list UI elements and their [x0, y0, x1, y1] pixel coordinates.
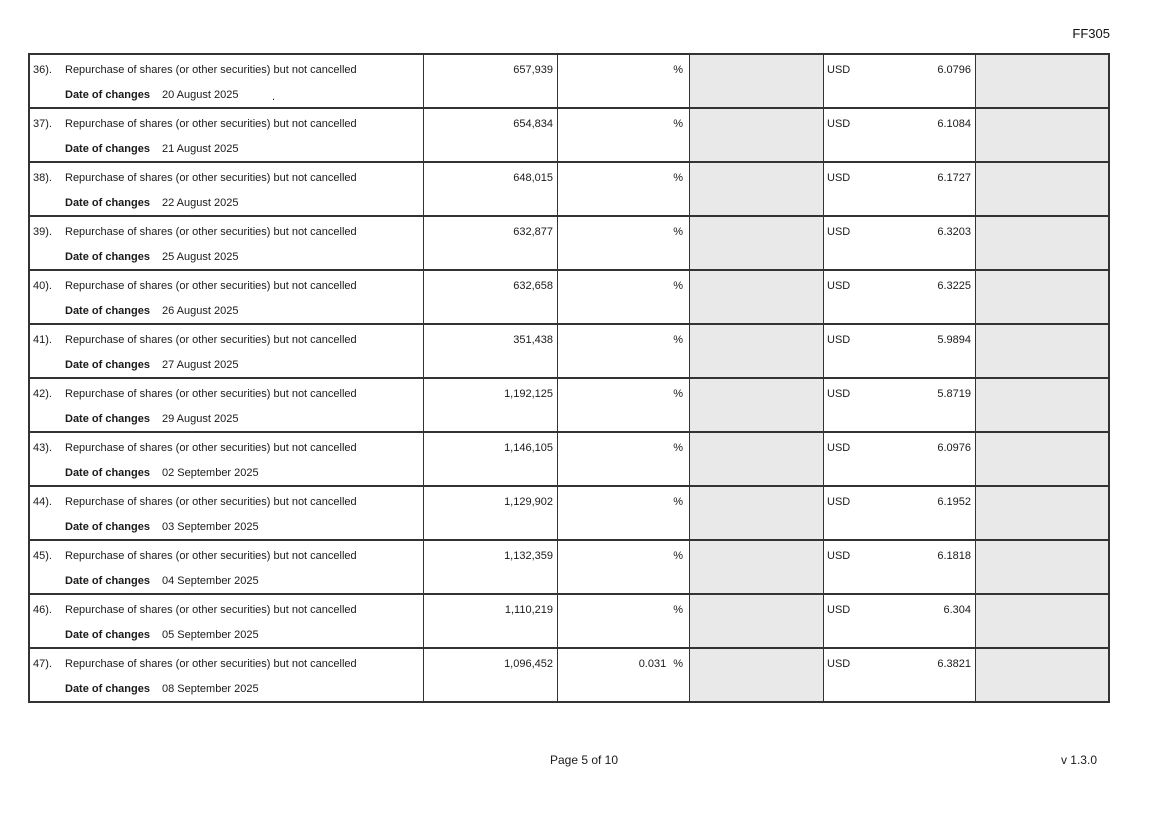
description-cell — [30, 163, 423, 215]
description-cell — [30, 55, 423, 107]
exchange-rate-value: 6.3821 — [937, 658, 971, 670]
exchange-rate-value: 5.8719 — [937, 388, 971, 400]
shares-count-value: 1,096,452 — [504, 658, 553, 670]
currency-rate-cell — [823, 487, 975, 539]
shares-count-cell — [423, 55, 557, 107]
description-cell — [30, 325, 423, 377]
currency-rate-cell — [823, 379, 975, 431]
shaded-cell — [689, 433, 823, 485]
date-of-changes-value: 27 August 2025 — [162, 359, 239, 371]
row-description: Repurchase of shares (or other securities) but not cancelled — [65, 388, 357, 400]
description-cell — [30, 217, 423, 269]
shares-count-value: 351,438 — [513, 334, 553, 346]
page-indicator: Page 5 of 10 — [549, 753, 619, 767]
row-description: Repurchase of shares (or other securities) but not cancelled — [65, 334, 357, 346]
date-of-changes-label: Date of changes — [65, 143, 150, 155]
table-row — [30, 161, 1108, 215]
shares-count-value: 654,834 — [513, 118, 553, 130]
row-description: Repurchase of shares (or other securities) but not cancelled — [65, 442, 357, 454]
row-description: Repurchase of shares (or other securities) but not cancelled — [65, 658, 357, 670]
currency-rate-cell — [823, 163, 975, 215]
row-number: 43). — [33, 442, 52, 454]
shares-count-cell — [423, 379, 557, 431]
percentage-cell — [557, 55, 689, 107]
shares-count-cell — [423, 541, 557, 593]
row-number: 46). — [33, 604, 52, 616]
exchange-rate-value: 6.304 — [943, 604, 971, 616]
percent-sign: % — [673, 226, 683, 238]
date-of-changes-value: 22 August 2025 — [162, 197, 239, 209]
row-number: 39). — [33, 226, 52, 238]
percentage-cell — [557, 217, 689, 269]
currency-label: USD — [827, 442, 851, 454]
description-cell — [30, 595, 423, 647]
shaded-cell — [975, 595, 1108, 647]
currency-label: USD — [827, 118, 851, 130]
currency-label: USD — [827, 496, 851, 508]
currency-rate-cell — [823, 595, 975, 647]
currency-label: USD — [827, 172, 851, 184]
exchange-rate-value: 6.3203 — [937, 226, 971, 238]
date-of-changes-label: Date of changes — [65, 251, 150, 263]
exchange-rate-value: 6.0976 — [937, 442, 971, 454]
version-label: v 1.3.0 — [1060, 753, 1097, 767]
shaded-cell — [689, 649, 823, 701]
date-of-changes-label: Date of changes — [65, 467, 150, 479]
date-of-changes-value: 25 August 2025 — [162, 251, 239, 263]
currency-label: USD — [827, 658, 851, 670]
form-code: FF305 — [1072, 26, 1110, 41]
description-cell — [30, 433, 423, 485]
table-row — [30, 107, 1108, 161]
table-row — [30, 647, 1108, 701]
shares-count-value: 632,877 — [513, 226, 553, 238]
row-number: 41). — [33, 334, 52, 346]
shares-count-cell — [423, 649, 557, 701]
shares-count-cell — [423, 325, 557, 377]
percent-sign: % — [673, 442, 683, 454]
row-number: 44). — [33, 496, 52, 508]
date-of-changes-value: 04 September 2025 — [162, 575, 259, 587]
shaded-cell — [689, 109, 823, 161]
shaded-cell — [689, 541, 823, 593]
percentage-cell — [557, 271, 689, 323]
currency-rate-cell — [823, 217, 975, 269]
percent-sign: % — [673, 118, 683, 130]
description-cell — [30, 649, 423, 701]
percent-sign: % — [673, 334, 683, 346]
shaded-cell — [689, 487, 823, 539]
shaded-cell — [975, 55, 1108, 107]
stray-dot: . — [272, 91, 276, 103]
date-of-changes-label: Date of changes — [65, 197, 150, 209]
table-row — [30, 55, 1108, 107]
row-number: 42). — [33, 388, 52, 400]
shares-count-value: 1,129,902 — [504, 496, 553, 508]
date-of-changes-value: 05 September 2025 — [162, 629, 259, 641]
currency-label: USD — [827, 226, 851, 238]
row-number: 38). — [33, 172, 52, 184]
date-of-changes-label: Date of changes — [65, 629, 150, 641]
row-description: Repurchase of shares (or other securities) but not cancelled — [65, 118, 357, 130]
date-of-changes-label: Date of changes — [65, 413, 150, 425]
row-description: Repurchase of shares (or other securities) but not cancelled — [65, 550, 357, 562]
exchange-rate-value: 5.9894 — [937, 334, 971, 346]
date-of-changes-value: 08 September 2025 — [162, 683, 259, 695]
currency-rate-cell — [823, 271, 975, 323]
percent-sign: % — [673, 172, 683, 184]
date-of-changes-label: Date of changes — [65, 305, 150, 317]
repurchase-table — [28, 53, 1110, 703]
row-description: Repurchase of shares (or other securities) but not cancelled — [65, 226, 357, 238]
percentage-cell — [557, 487, 689, 539]
table-row — [30, 431, 1108, 485]
percentage-cell — [557, 433, 689, 485]
percent-sign: % — [673, 604, 683, 616]
percentage-cell — [557, 595, 689, 647]
date-of-changes-label: Date of changes — [65, 521, 150, 533]
date-of-changes-label: Date of changes — [65, 575, 150, 587]
shaded-cell — [975, 487, 1108, 539]
shares-count-value: 1,110,219 — [504, 604, 553, 616]
currency-rate-cell — [823, 325, 975, 377]
exchange-rate-value: 6.1727 — [937, 172, 971, 184]
shares-count-value: 648,015 — [513, 172, 553, 184]
exchange-rate-value: 6.0796 — [937, 64, 971, 76]
table-row — [30, 323, 1108, 377]
shares-count-cell — [423, 163, 557, 215]
row-description: Repurchase of shares (or other securities) but not cancelled — [65, 172, 357, 184]
percent-sign: % — [673, 64, 683, 76]
shares-count-cell — [423, 271, 557, 323]
exchange-rate-value: 6.1952 — [937, 496, 971, 508]
shares-count-cell — [423, 433, 557, 485]
currency-rate-cell — [823, 433, 975, 485]
date-of-changes-value: 02 September 2025 — [162, 467, 259, 479]
shaded-cell — [689, 217, 823, 269]
row-number: 40). — [33, 280, 52, 292]
table-row — [30, 269, 1108, 323]
currency-rate-cell — [823, 541, 975, 593]
row-number: 37). — [33, 118, 52, 130]
row-description: Repurchase of shares (or other securities) but not cancelled — [65, 496, 357, 508]
shaded-cell — [975, 379, 1108, 431]
shares-count-cell — [423, 487, 557, 539]
shares-count-cell — [423, 109, 557, 161]
shaded-cell — [975, 541, 1108, 593]
shaded-cell — [975, 163, 1108, 215]
description-cell — [30, 271, 423, 323]
shares-count-cell — [423, 595, 557, 647]
currency-label: USD — [827, 604, 851, 616]
shares-count-value: 1,192,125 — [504, 388, 553, 400]
shaded-cell — [975, 649, 1108, 701]
currency-rate-cell — [823, 109, 975, 161]
description-cell — [30, 541, 423, 593]
currency-label: USD — [827, 334, 851, 346]
shaded-cell — [975, 109, 1108, 161]
exchange-rate-value: 6.3225 — [937, 280, 971, 292]
table-row — [30, 485, 1108, 539]
shares-count-value: 657,939 — [513, 64, 553, 76]
description-cell — [30, 109, 423, 161]
shaded-cell — [689, 271, 823, 323]
percent-sign: % — [673, 550, 683, 562]
date-of-changes-label: Date of changes — [65, 683, 150, 695]
currency-label: USD — [827, 550, 851, 562]
row-number: 45). — [33, 550, 52, 562]
shaded-cell — [975, 325, 1108, 377]
shaded-cell — [975, 271, 1108, 323]
currency-rate-cell — [823, 55, 975, 107]
currency-label: USD — [827, 388, 851, 400]
shaded-cell — [689, 325, 823, 377]
description-cell — [30, 379, 423, 431]
shares-count-cell — [423, 217, 557, 269]
shaded-cell — [689, 595, 823, 647]
shares-count-value: 1,132,359 — [504, 550, 553, 562]
percentage-value: 0.031 — [638, 658, 667, 670]
currency-rate-cell — [823, 649, 975, 701]
table-row — [30, 539, 1108, 593]
table-row — [30, 377, 1108, 431]
date-of-changes-label: Date of changes — [65, 89, 150, 101]
percent-sign: % — [673, 496, 683, 508]
date-of-changes-value: 21 August 2025 — [162, 143, 239, 155]
percent-sign: % — [673, 280, 683, 292]
row-description: Repurchase of shares (or other securities) but not cancelled — [65, 64, 357, 76]
shaded-cell — [689, 379, 823, 431]
currency-label: USD — [827, 64, 851, 76]
date-of-changes-value: 29 August 2025 — [162, 413, 239, 425]
shares-count-value: 632,658 — [513, 280, 553, 292]
percentage-cell — [557, 109, 689, 161]
row-description: Repurchase of shares (or other securities) but not cancelled — [65, 604, 357, 616]
percent-sign: % — [673, 658, 683, 670]
percentage-cell — [557, 379, 689, 431]
date-of-changes-value: 03 September 2025 — [162, 521, 259, 533]
table-row — [30, 593, 1108, 647]
percentage-cell — [557, 325, 689, 377]
percentage-cell — [557, 541, 689, 593]
percentage-cell — [557, 163, 689, 215]
shaded-cell — [689, 163, 823, 215]
description-cell — [30, 487, 423, 539]
table-row — [30, 215, 1108, 269]
row-description: Repurchase of shares (or other securities) but not cancelled — [65, 280, 357, 292]
row-number: 47). — [33, 658, 52, 670]
percent-sign: % — [673, 388, 683, 400]
exchange-rate-value: 6.1818 — [937, 550, 971, 562]
percentage-cell — [557, 649, 689, 701]
shaded-cell — [975, 217, 1108, 269]
shares-count-value: 1,146,105 — [504, 442, 553, 454]
shaded-cell — [689, 55, 823, 107]
shaded-cell — [975, 433, 1108, 485]
row-number: 36). — [33, 64, 52, 76]
exchange-rate-value: 6.1084 — [937, 118, 971, 130]
date-of-changes-label: Date of changes — [65, 359, 150, 371]
date-of-changes-value: 26 August 2025 — [162, 305, 239, 317]
currency-label: USD — [827, 280, 851, 292]
date-of-changes-value: 20 August 2025 — [162, 89, 239, 101]
